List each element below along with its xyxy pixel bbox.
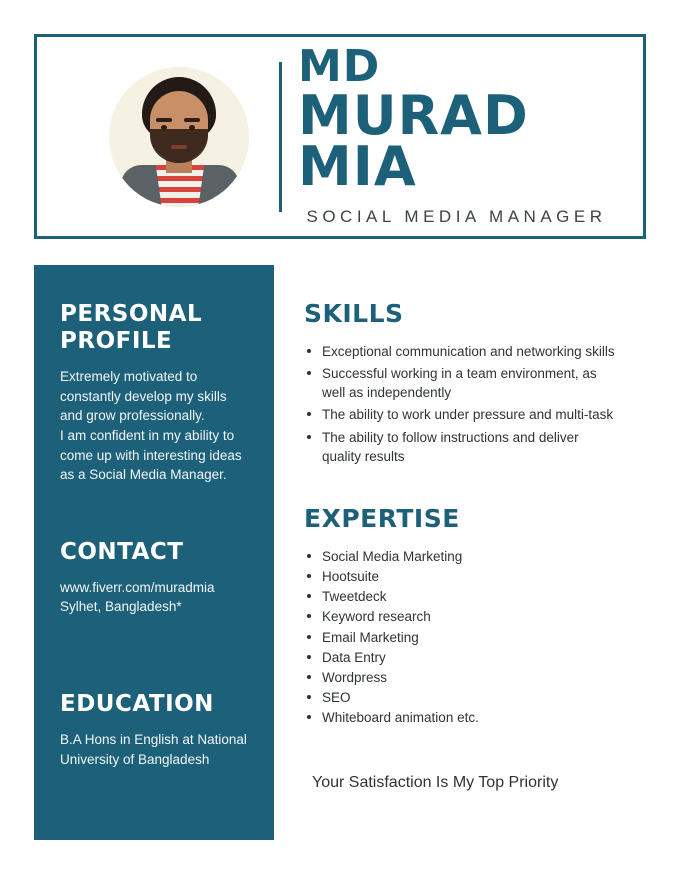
personal-profile-heading-line1: PERSONAL xyxy=(60,301,203,327)
section-education xyxy=(60,691,252,769)
right-content xyxy=(274,265,646,840)
profile-line-3: and grow professionally. xyxy=(60,408,205,424)
expertise-heading: EXPERTISE xyxy=(304,503,460,533)
job-title: SOCIAL MEDIA MANAGER xyxy=(306,206,607,226)
header-divider xyxy=(279,62,282,212)
skills-list xyxy=(304,342,618,466)
list-item: Successful working in a team environment, as well as independently xyxy=(304,364,618,402)
name-first: MD xyxy=(298,41,381,93)
avatar-eyebrow-left xyxy=(156,118,172,122)
left-sidebar xyxy=(34,265,274,840)
education-line-1: B.A Hons in English at National xyxy=(60,732,247,747)
profile-line-5: come up with interesting ideas xyxy=(60,447,242,463)
profile-line-6: as a Social Media Manager. xyxy=(60,467,227,483)
list-item: Whiteboard animation etc. xyxy=(304,708,618,727)
profile-line-2: constantly develop my skills xyxy=(60,388,227,404)
avatar-eyebrow-right xyxy=(184,118,200,122)
resume-header xyxy=(34,34,646,239)
list-item: SEO xyxy=(304,688,618,707)
list-item: Email Marketing xyxy=(304,628,618,647)
avatar-mouth xyxy=(171,145,187,149)
section-skills xyxy=(304,299,618,466)
list-item: The ability to follow instructions and deliver quality results xyxy=(304,428,618,466)
list-item: Data Entry xyxy=(304,648,618,667)
education-line-2: University of Bangladesh xyxy=(60,751,210,767)
expertise-list xyxy=(304,547,618,727)
section-contact xyxy=(60,539,252,617)
contact-location: Sylhet, Bangladesh* xyxy=(60,599,182,615)
list-item: Tweetdeck xyxy=(304,587,618,606)
list-item: Wordpress xyxy=(304,668,618,687)
tagline: Your Satisfaction Is My Top Priority xyxy=(312,774,559,791)
avatar xyxy=(109,67,249,207)
skills-heading: SKILLS xyxy=(304,299,404,328)
personal-profile-heading-line2: PROFILE xyxy=(60,328,173,355)
section-personal-profile xyxy=(60,301,252,485)
education-heading: EDUCATION xyxy=(60,690,214,717)
list-item: The ability to work under pressure and multi-task xyxy=(304,405,618,424)
name-last: MURAD MIA xyxy=(298,84,529,199)
list-item: Social Media Marketing xyxy=(304,547,618,566)
resume-body xyxy=(34,265,646,840)
avatar-eye-right xyxy=(189,125,195,130)
contact-body xyxy=(60,578,252,617)
contact-website[interactable]: www.fiverr.com/muradmia xyxy=(60,579,215,595)
profile-line-4: I am confident in my ability to xyxy=(60,427,235,443)
avatar-eye-left xyxy=(161,125,167,130)
education-body xyxy=(60,730,252,769)
personal-profile-body xyxy=(60,367,252,484)
list-item: Hootsuite xyxy=(304,567,618,586)
list-item: Keyword research xyxy=(304,607,618,626)
list-item: Exceptional communication and networking skills xyxy=(304,342,618,361)
section-expertise xyxy=(304,504,618,727)
contact-heading: CONTACT xyxy=(60,538,184,565)
profile-line-1: Extremely motivated to xyxy=(60,369,198,385)
header-text-block xyxy=(290,41,629,226)
personal-profile-heading xyxy=(60,301,252,355)
